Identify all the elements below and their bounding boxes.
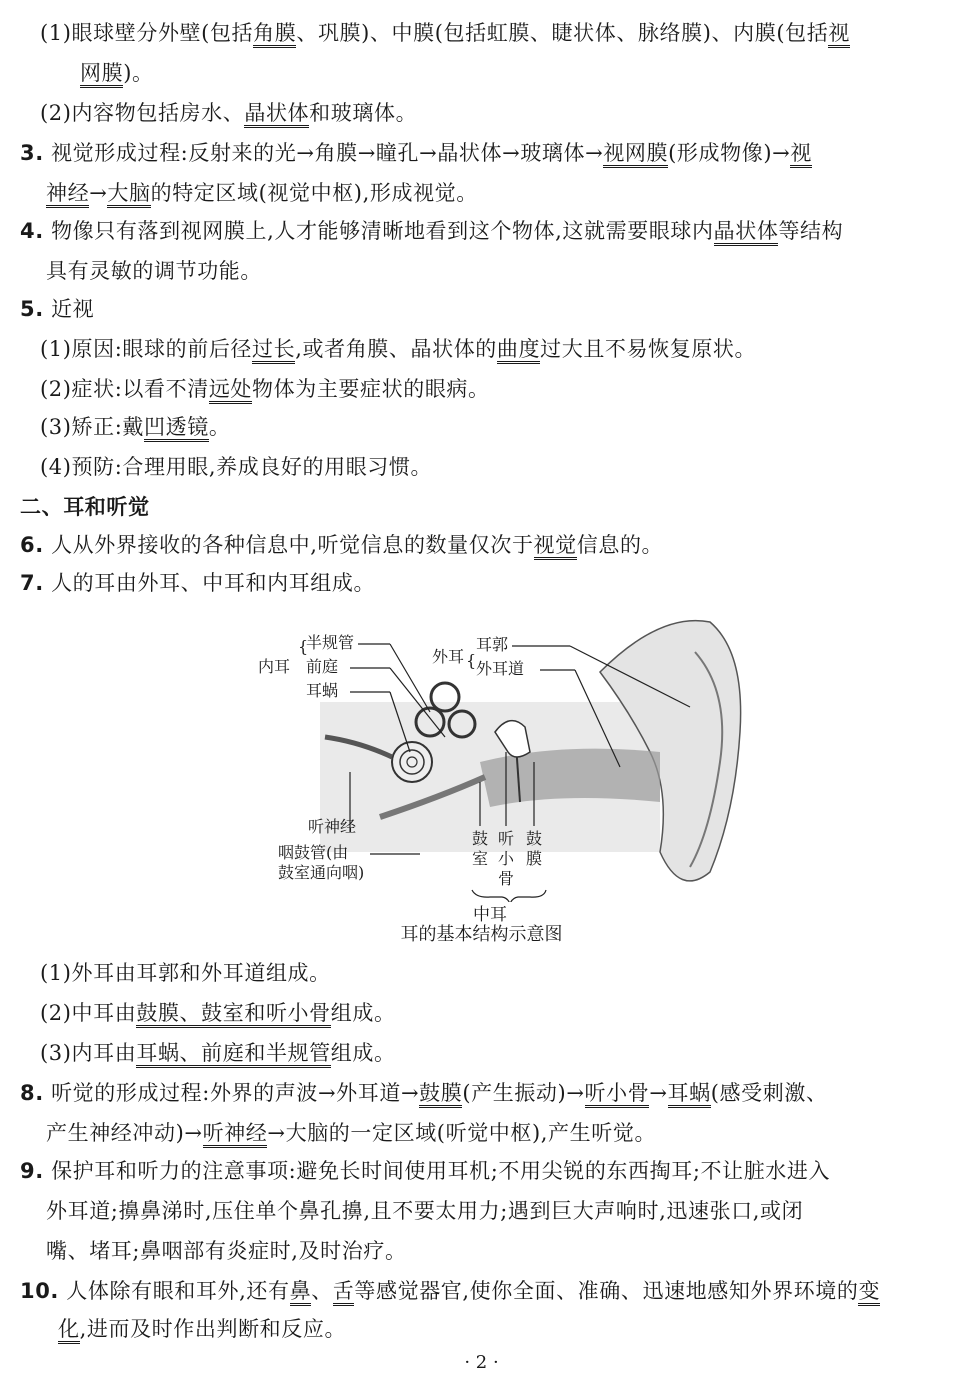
- text-line: [20, 1078, 828, 1108]
- answer-underlined: 听神经: [203, 1121, 268, 1148]
- text-line: [20, 568, 375, 598]
- text: 具有灵敏的调节功能。: [46, 259, 262, 283]
- answer-underlined: 舌: [333, 1279, 355, 1306]
- text: →: [649, 1081, 668, 1105]
- text-line: [46, 1196, 803, 1226]
- text-line: [46, 256, 262, 286]
- text-line: [46, 1118, 656, 1148]
- text: (感受刺激、: [710, 1081, 828, 1105]
- text: 嘴、堵耳;鼻咽部有炎症时,及时治疗。: [46, 1239, 407, 1263]
- text: (形成物像)→: [668, 141, 791, 165]
- text-line: [40, 958, 331, 988]
- text-line: [20, 1156, 830, 1186]
- page-number: · 2 ·: [464, 1352, 499, 1373]
- text: 保护耳和听力的注意事项:避免长时间使用耳机;不用尖锐的东西掏耳;不让脏水进入: [43, 1159, 831, 1183]
- text: 组成。: [330, 1041, 396, 1065]
- item-number: 5.: [20, 297, 44, 321]
- text: )。: [123, 61, 154, 85]
- answer-underlined: 听小骨: [585, 1081, 650, 1108]
- figure-caption: 耳的基本结构示意图: [400, 924, 563, 945]
- svg-text:骨: 骨: [498, 869, 515, 888]
- label-auditory-nerve: 听神经: [308, 817, 357, 836]
- answer-underlined: 耳蜗: [668, 1081, 711, 1108]
- brace: {: [466, 651, 477, 670]
- text: 、: [311, 1279, 333, 1303]
- ear-structure-diagram: [240, 612, 760, 902]
- answer-underlined: 鼓膜: [419, 1081, 462, 1108]
- text-line: [20, 1276, 880, 1306]
- text: 物体为主要症状的眼病。: [252, 377, 490, 401]
- text: (产生振动)→: [462, 1081, 585, 1105]
- text: 组成。: [330, 1001, 396, 1025]
- answer-underlined: 角膜: [253, 21, 296, 48]
- svg-text:小: 小: [498, 849, 515, 868]
- answer-underlined: 鼓膜、鼓室和听小骨: [136, 1001, 330, 1028]
- item-number: 4.: [20, 219, 44, 243]
- text-line: [20, 530, 663, 560]
- text: (1)眼球壁分外壁(包括: [40, 21, 254, 45]
- label-eardrum: [526, 829, 542, 868]
- text-line: [40, 18, 850, 48]
- label-vestibule: 前庭: [306, 657, 339, 676]
- answer-underlined: 视觉: [534, 533, 577, 560]
- answer-underlined: 网膜: [80, 61, 123, 88]
- text-line: [40, 98, 417, 128]
- text: (2)中耳由: [40, 1001, 137, 1025]
- answer-underlined: 化: [58, 1317, 80, 1344]
- text: (1)原因:眼球的前后径: [40, 337, 253, 361]
- label-cochlea: 耳蜗: [306, 681, 339, 700]
- text-line: [46, 178, 478, 208]
- text: 人从外界接收的各种信息中,听觉信息的数量仅次于: [43, 533, 534, 557]
- section-heading: [20, 492, 150, 522]
- label-eustachian-tube-2: 鼓室通向咽): [278, 863, 365, 882]
- label-semicircular-canals: 半规管: [306, 633, 355, 652]
- item-number: 7.: [20, 571, 44, 595]
- answer-underlined: 神经: [46, 181, 89, 208]
- text: 等感觉器官,使你全面、准确、迅速地感知外界环境的: [354, 1279, 859, 1303]
- svg-text:鼓: 鼓: [472, 829, 489, 848]
- text: (3)矫正:戴: [40, 415, 145, 439]
- text: 信息的。: [576, 533, 664, 557]
- answer-underlined: 耳蜗、前庭和半规管: [136, 1041, 330, 1068]
- text-line: [20, 138, 812, 168]
- text: 物像只有落到视网膜上,人才能够清晰地看到这个物体,这就需要眼球内: [43, 219, 714, 243]
- text-line: [80, 58, 154, 88]
- text: 过大且不易恢复原状。: [540, 337, 757, 361]
- text-line: [40, 412, 230, 442]
- text: ,进而及时作出判断和反应。: [79, 1317, 347, 1341]
- answer-underlined: 视: [828, 21, 850, 48]
- item-number: 8.: [20, 1081, 44, 1105]
- svg-text:鼓: 鼓: [526, 829, 543, 848]
- text-line: [20, 294, 94, 324]
- label-inner-ear: 内耳: [258, 657, 291, 676]
- text: →: [89, 181, 108, 205]
- text: (2)症状:以看不清: [40, 377, 209, 401]
- text: 外耳道;擤鼻涕时,压住单个鼻孔擤,且不要太用力;遇到巨大声响时,迅速张口,或闭: [46, 1199, 804, 1223]
- answer-underlined: 曲度: [497, 337, 540, 364]
- text: 的特定区域(视觉中枢),形成视觉。: [150, 181, 478, 205]
- svg-text:听: 听: [498, 829, 515, 848]
- text: 和玻璃体。: [309, 101, 418, 125]
- answer-underlined: 视网膜: [603, 141, 668, 168]
- answer-underlined: 鼻: [290, 1279, 312, 1306]
- text-line: [40, 452, 432, 482]
- text: 人体除有眼和耳外,还有: [59, 1279, 290, 1303]
- answer-underlined: 远处: [209, 377, 252, 404]
- item-number: 10.: [20, 1279, 60, 1303]
- answer-underlined: 晶状体: [244, 101, 309, 128]
- label-middle-ear: 中耳: [473, 905, 507, 925]
- label-outer-ear: 外耳: [432, 647, 465, 666]
- answer-underlined: 大脑: [107, 181, 150, 208]
- text-line: [40, 998, 396, 1028]
- text: 近视: [43, 297, 95, 321]
- text: (3)内耳由: [40, 1041, 137, 1065]
- text: 等结构: [778, 219, 844, 243]
- label-ossicles: [498, 829, 515, 888]
- answer-underlined: 视: [790, 141, 812, 168]
- svg-text:室: 室: [472, 849, 489, 868]
- text-line: [40, 374, 490, 404]
- text: (4)预防:合理用眼,养成良好的用眼习惯。: [40, 455, 433, 479]
- text: 人的耳由外耳、中耳和内耳组成。: [43, 571, 376, 595]
- text-line: [20, 216, 843, 246]
- text: 二、耳和听觉: [20, 495, 150, 519]
- text: ,或者角膜、晶状体的: [295, 337, 497, 361]
- text: 听觉的形成过程:外界的声波→外耳道→: [43, 1081, 420, 1105]
- item-number: 9.: [20, 1159, 44, 1183]
- text: 产生神经冲动)→: [46, 1121, 203, 1145]
- answer-underlined: 变: [858, 1279, 880, 1306]
- label-auricle: 耳郭: [476, 635, 509, 654]
- label-ear-canal: 外耳道: [476, 659, 525, 678]
- text-line: [40, 334, 756, 364]
- text: →大脑的一定区域(听觉中枢),产生听觉。: [267, 1121, 657, 1145]
- text-line: [58, 1314, 346, 1344]
- label-tympanic-cavity: [472, 829, 488, 868]
- label-eustachian-tube-1: 咽鼓管(由: [278, 843, 349, 862]
- answer-underlined: 晶状体: [714, 219, 779, 246]
- text: 视觉形成过程:反射来的光→角膜→瞳孔→晶状体→玻璃体→: [43, 141, 604, 165]
- answer-underlined: 过长: [252, 337, 295, 364]
- item-number: 3.: [20, 141, 44, 165]
- text-line: [40, 1038, 396, 1068]
- text: (1)外耳由耳郭和外耳道组成。: [40, 961, 331, 985]
- text-line: [46, 1236, 407, 1266]
- answer-underlined: 凹透镜: [144, 415, 209, 442]
- text: 、巩膜)、中膜(包括虹膜、睫状体、脉络膜)、内膜(包括: [296, 21, 829, 45]
- brace: {: [298, 637, 309, 656]
- text: 。: [208, 415, 231, 439]
- text: (2)内容物包括房水、: [40, 101, 245, 125]
- item-number: 6.: [20, 533, 44, 557]
- svg-text:膜: 膜: [526, 849, 543, 868]
